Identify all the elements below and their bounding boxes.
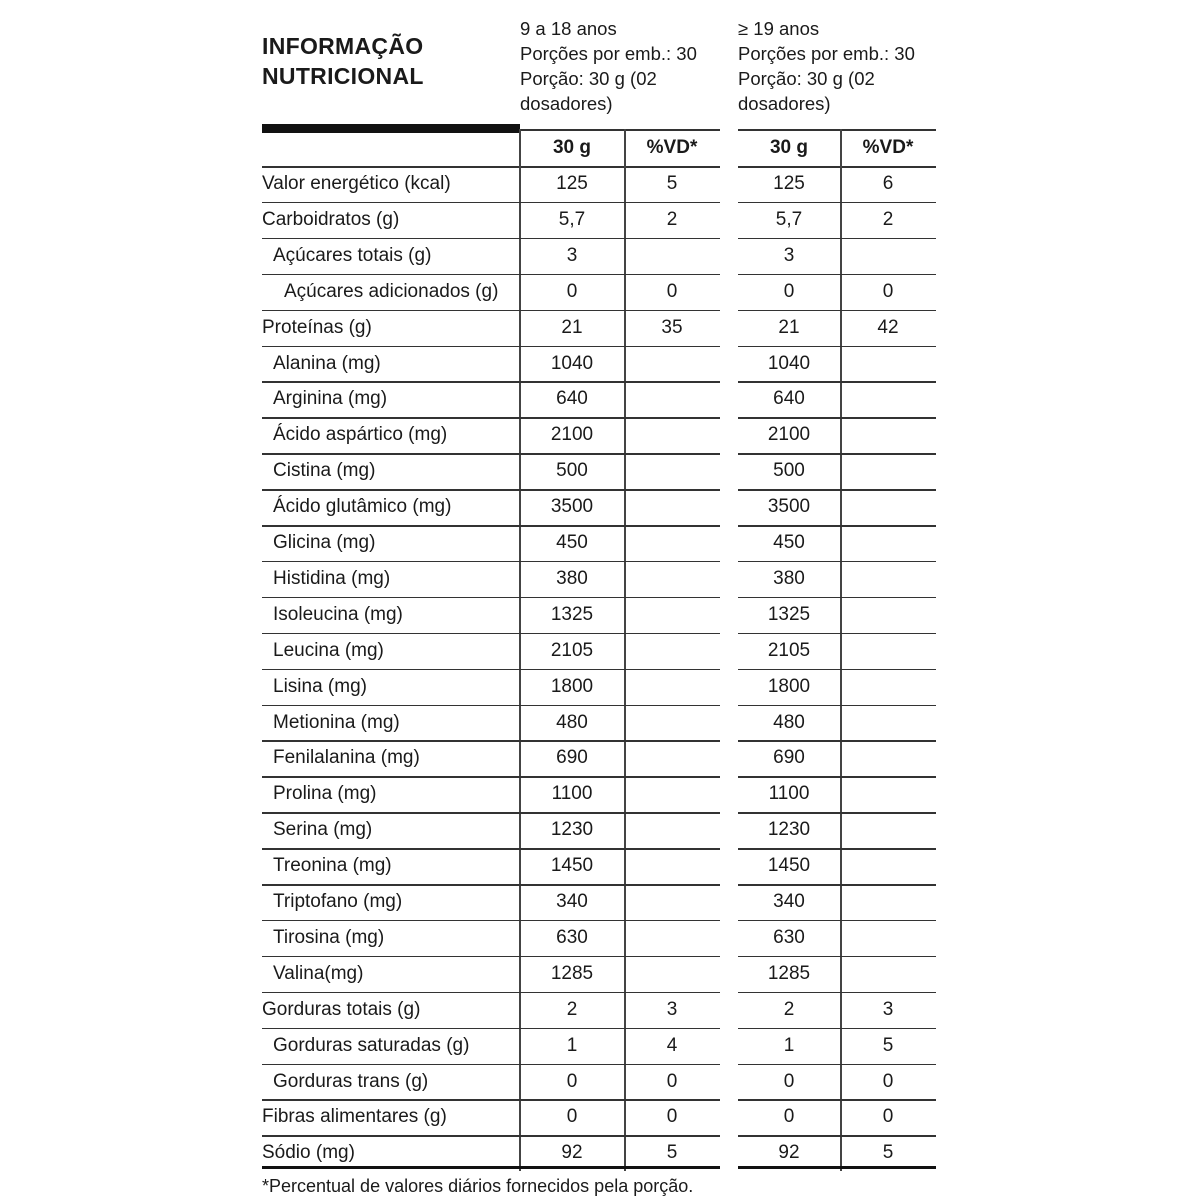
row-vd-group2 [838,776,938,812]
row-vd-group2 [838,920,938,956]
row-amount-group1: 1230 [550,819,594,841]
row-amount-group2: 2105 [767,639,811,661]
row-amount-group1: 690 [556,747,588,769]
row-amount-group1: 2 [566,998,578,1020]
row-vd-group1: 0 [666,1070,678,1092]
table-title [262,31,424,91]
row-vd-group1 [622,633,722,669]
row-label: Sódio (mg) [262,1142,355,1164]
row-amount-group1: 1285 [550,962,594,984]
row-amount-group2: 690 [773,747,805,769]
row-amount-group2: 92 [778,1142,800,1164]
row-label: Ácido glutâmico (mg) [273,496,452,518]
row-amount-group1: 0 [566,1106,578,1128]
group1-header [520,16,697,116]
row-amount-group1: 1450 [550,855,594,877]
row-amount-group1: 1100 [551,783,593,805]
row-amount-group1: 3500 [550,496,594,518]
group2-portion-line2: dosadores) [738,93,831,114]
row-vd-group1 [622,381,722,417]
row-vd-group2 [838,597,938,633]
row-amount-group1: 450 [556,532,588,553]
row-amount-group2: 2 [783,998,795,1020]
row-amount-group2: 0 [783,1070,795,1092]
row-vd-group1: 5 [666,1142,678,1164]
row-amount-group1: 125 [556,173,588,194]
row-label: Leucina (mg) [273,639,384,661]
row-vd-group2 [838,705,938,741]
row-label: Açúcares totais (g) [273,244,432,266]
row-vd-group2 [838,956,938,992]
row-amount-group1: 0 [566,280,578,302]
row-label: Ácido aspártico (mg) [273,424,448,446]
row-amount-group2: 1040 [767,352,811,374]
row-vd-group1: 5 [666,173,678,194]
row-vd-group2 [838,884,938,920]
row-amount-group2: 1450 [767,855,811,877]
row-label: Metionina (mg) [273,711,400,733]
row-amount-group1: 2100 [550,424,594,446]
row-vd-group1 [622,453,722,489]
row-label: Fibras alimentares (g) [262,1106,447,1128]
row-label: Arginina (mg) [273,388,388,410]
row-vd-group1: 0 [666,1106,678,1128]
row-vd-group1 [622,812,722,848]
row-amount-group2: 1230 [767,819,811,841]
row-vd-group2 [838,238,938,274]
row-vd-group2: 0 [882,280,894,302]
row-label: Valor energético (kcal) [262,173,451,194]
row-vd-group1 [622,597,722,633]
row-vd-group2 [838,381,938,417]
row-label: Proteínas (g) [262,316,372,338]
row-label: Cistina (mg) [273,460,376,482]
row-amount-group2: 21 [778,316,800,338]
group1-servings: Porções por emb.: 30 [520,43,697,64]
row-vd-group1: 2 [666,208,678,230]
row-vd-group1 [622,238,722,274]
row-vd-group1 [622,848,722,884]
bottom-bar-group1 [262,1166,720,1169]
row-vd-group1 [622,417,722,453]
row-vd-group2 [838,346,938,382]
title-line-1: INFORMAÇÃO [262,33,424,59]
row-vd-group2 [838,489,938,525]
row-amount-group1: 2105 [550,639,594,661]
group2-portion-line1: Porção: 30 g (02 [738,68,875,89]
vline-group1-left [519,129,521,1171]
row-vd-group1 [622,669,722,705]
row-vd-group2: 0 [882,1070,894,1092]
row-label: Valina(mg) [273,962,364,984]
row-vd-group2 [838,669,938,705]
row-label: Gorduras trans (g) [273,1070,429,1092]
row-amount-group2: 1800 [767,675,811,697]
group1-portion-line2: dosadores) [520,93,613,114]
row-amount-group2: 5,7 [775,208,803,230]
row-label: Gorduras saturadas (g) [273,1034,470,1056]
row-vd-group1 [622,346,722,382]
row-amount-group2: 0 [783,1106,795,1128]
row-label: Lisina (mg) [273,675,367,697]
row-amount-group2: 480 [773,711,805,733]
row-vd-group2 [838,812,938,848]
row-label: Histidina (mg) [273,567,391,589]
row-vd-group2 [838,453,938,489]
row-label: Serina (mg) [273,819,373,841]
footnote: *Percentual de valores diários fornecidos pela porção. [262,1176,694,1196]
group1-portion-line1: Porção: 30 g (02 [520,68,657,89]
row-amount-group2: 500 [773,460,805,482]
row-label: Carboidratos (g) [262,208,400,230]
row-amount-group1: 0 [566,1070,578,1092]
row-vd-group1 [622,920,722,956]
row-vd-group2 [838,740,938,776]
row-amount-group1: 3 [566,244,578,266]
row-amount-group1: 1040 [550,352,594,374]
row-label: Fenilalanina (mg) [273,747,420,769]
row-vd-group2 [838,525,938,561]
row-vd-group1 [622,525,722,561]
row-vd-group2: 0 [882,1106,894,1128]
row-amount-group2: 1285 [767,962,811,984]
row-vd-group2: 6 [882,173,894,194]
group2-servings: Porções por emb.: 30 [738,43,915,64]
row-vd-group2: 5 [882,1034,894,1056]
row-amount-group1: 500 [556,460,588,482]
row-amount-group1: 480 [556,711,588,733]
row-amount-group2: 0 [783,280,795,302]
row-vd-group1: 35 [661,316,683,338]
row-vd-group1 [622,489,722,525]
row-vd-group2: 2 [882,208,894,230]
row-vd-group1: 3 [666,998,678,1020]
row-label: Alanina (mg) [273,352,381,374]
row-amount-group1: 21 [561,316,583,338]
row-label: Açúcares adicionados (g) [284,280,499,302]
row-vd-group1 [622,884,722,920]
row-amount-group1: 380 [556,567,588,589]
row-amount-group1: 630 [556,926,588,948]
row-vd-group1 [622,705,722,741]
row-amount-group1: 640 [556,388,588,410]
row-amount-group1: 92 [561,1142,583,1164]
row-amount-group1: 1325 [550,603,594,625]
row-vd-group1 [622,776,722,812]
row-label: Tirosina (mg) [273,926,385,948]
group1-age: 9 a 18 anos [520,18,617,39]
row-label: Treonina (mg) [273,855,392,877]
group2-header [738,16,915,116]
row-amount-group2: 1100 [768,783,810,805]
row-vd-group2 [838,417,938,453]
row-vd-group1: 4 [666,1034,678,1056]
row-amount-group2: 450 [773,532,805,553]
row-amount-group2: 125 [773,173,805,194]
row-label: Isoleucina (mg) [273,603,403,625]
row-amount-group2: 630 [773,926,805,948]
row-amount-group1: 1800 [550,675,594,697]
row-vd-group2: 42 [877,316,899,338]
header-g1-amount: 30 g [552,137,592,158]
row-amount-group1: 5,7 [558,208,586,230]
title-line-2: NUTRICIONAL [262,63,424,89]
row-amount-group2: 3500 [767,496,811,518]
row-amount-group2: 2100 [767,424,811,446]
row-label: Glicina (mg) [273,532,376,553]
header-g1-vd: %VD* [646,137,698,158]
row-amount-group1: 1 [566,1034,578,1056]
row-vd-group2 [838,633,938,669]
row-amount-group2: 1325 [767,603,811,625]
row-amount-group1: 340 [556,891,588,912]
row-vd-group1 [622,956,722,992]
row-amount-group2: 340 [773,891,805,912]
group2-age: ≥ 19 anos [738,18,820,39]
header-g2-vd: %VD* [862,137,914,158]
header-g2-amount: 30 g [769,137,809,158]
row-vd-group1 [622,740,722,776]
row-vd-group2 [838,848,938,884]
row-label: Gorduras totais (g) [262,998,421,1020]
row-label: Triptofano (mg) [273,891,403,912]
row-amount-group2: 380 [773,567,805,589]
row-amount-group2: 1 [783,1034,795,1056]
bottom-bar-group2 [738,1166,936,1169]
row-vd-group2: 5 [882,1142,894,1164]
row-amount-group2: 640 [773,388,805,410]
row-vd-group1 [622,561,722,597]
title-underline-bar [262,124,520,133]
row-vd-group2 [838,561,938,597]
row-vd-group1: 0 [666,280,678,302]
row-label: Prolina (mg) [273,783,377,805]
row-amount-group2: 3 [783,244,795,266]
row-vd-group2: 3 [882,998,894,1020]
